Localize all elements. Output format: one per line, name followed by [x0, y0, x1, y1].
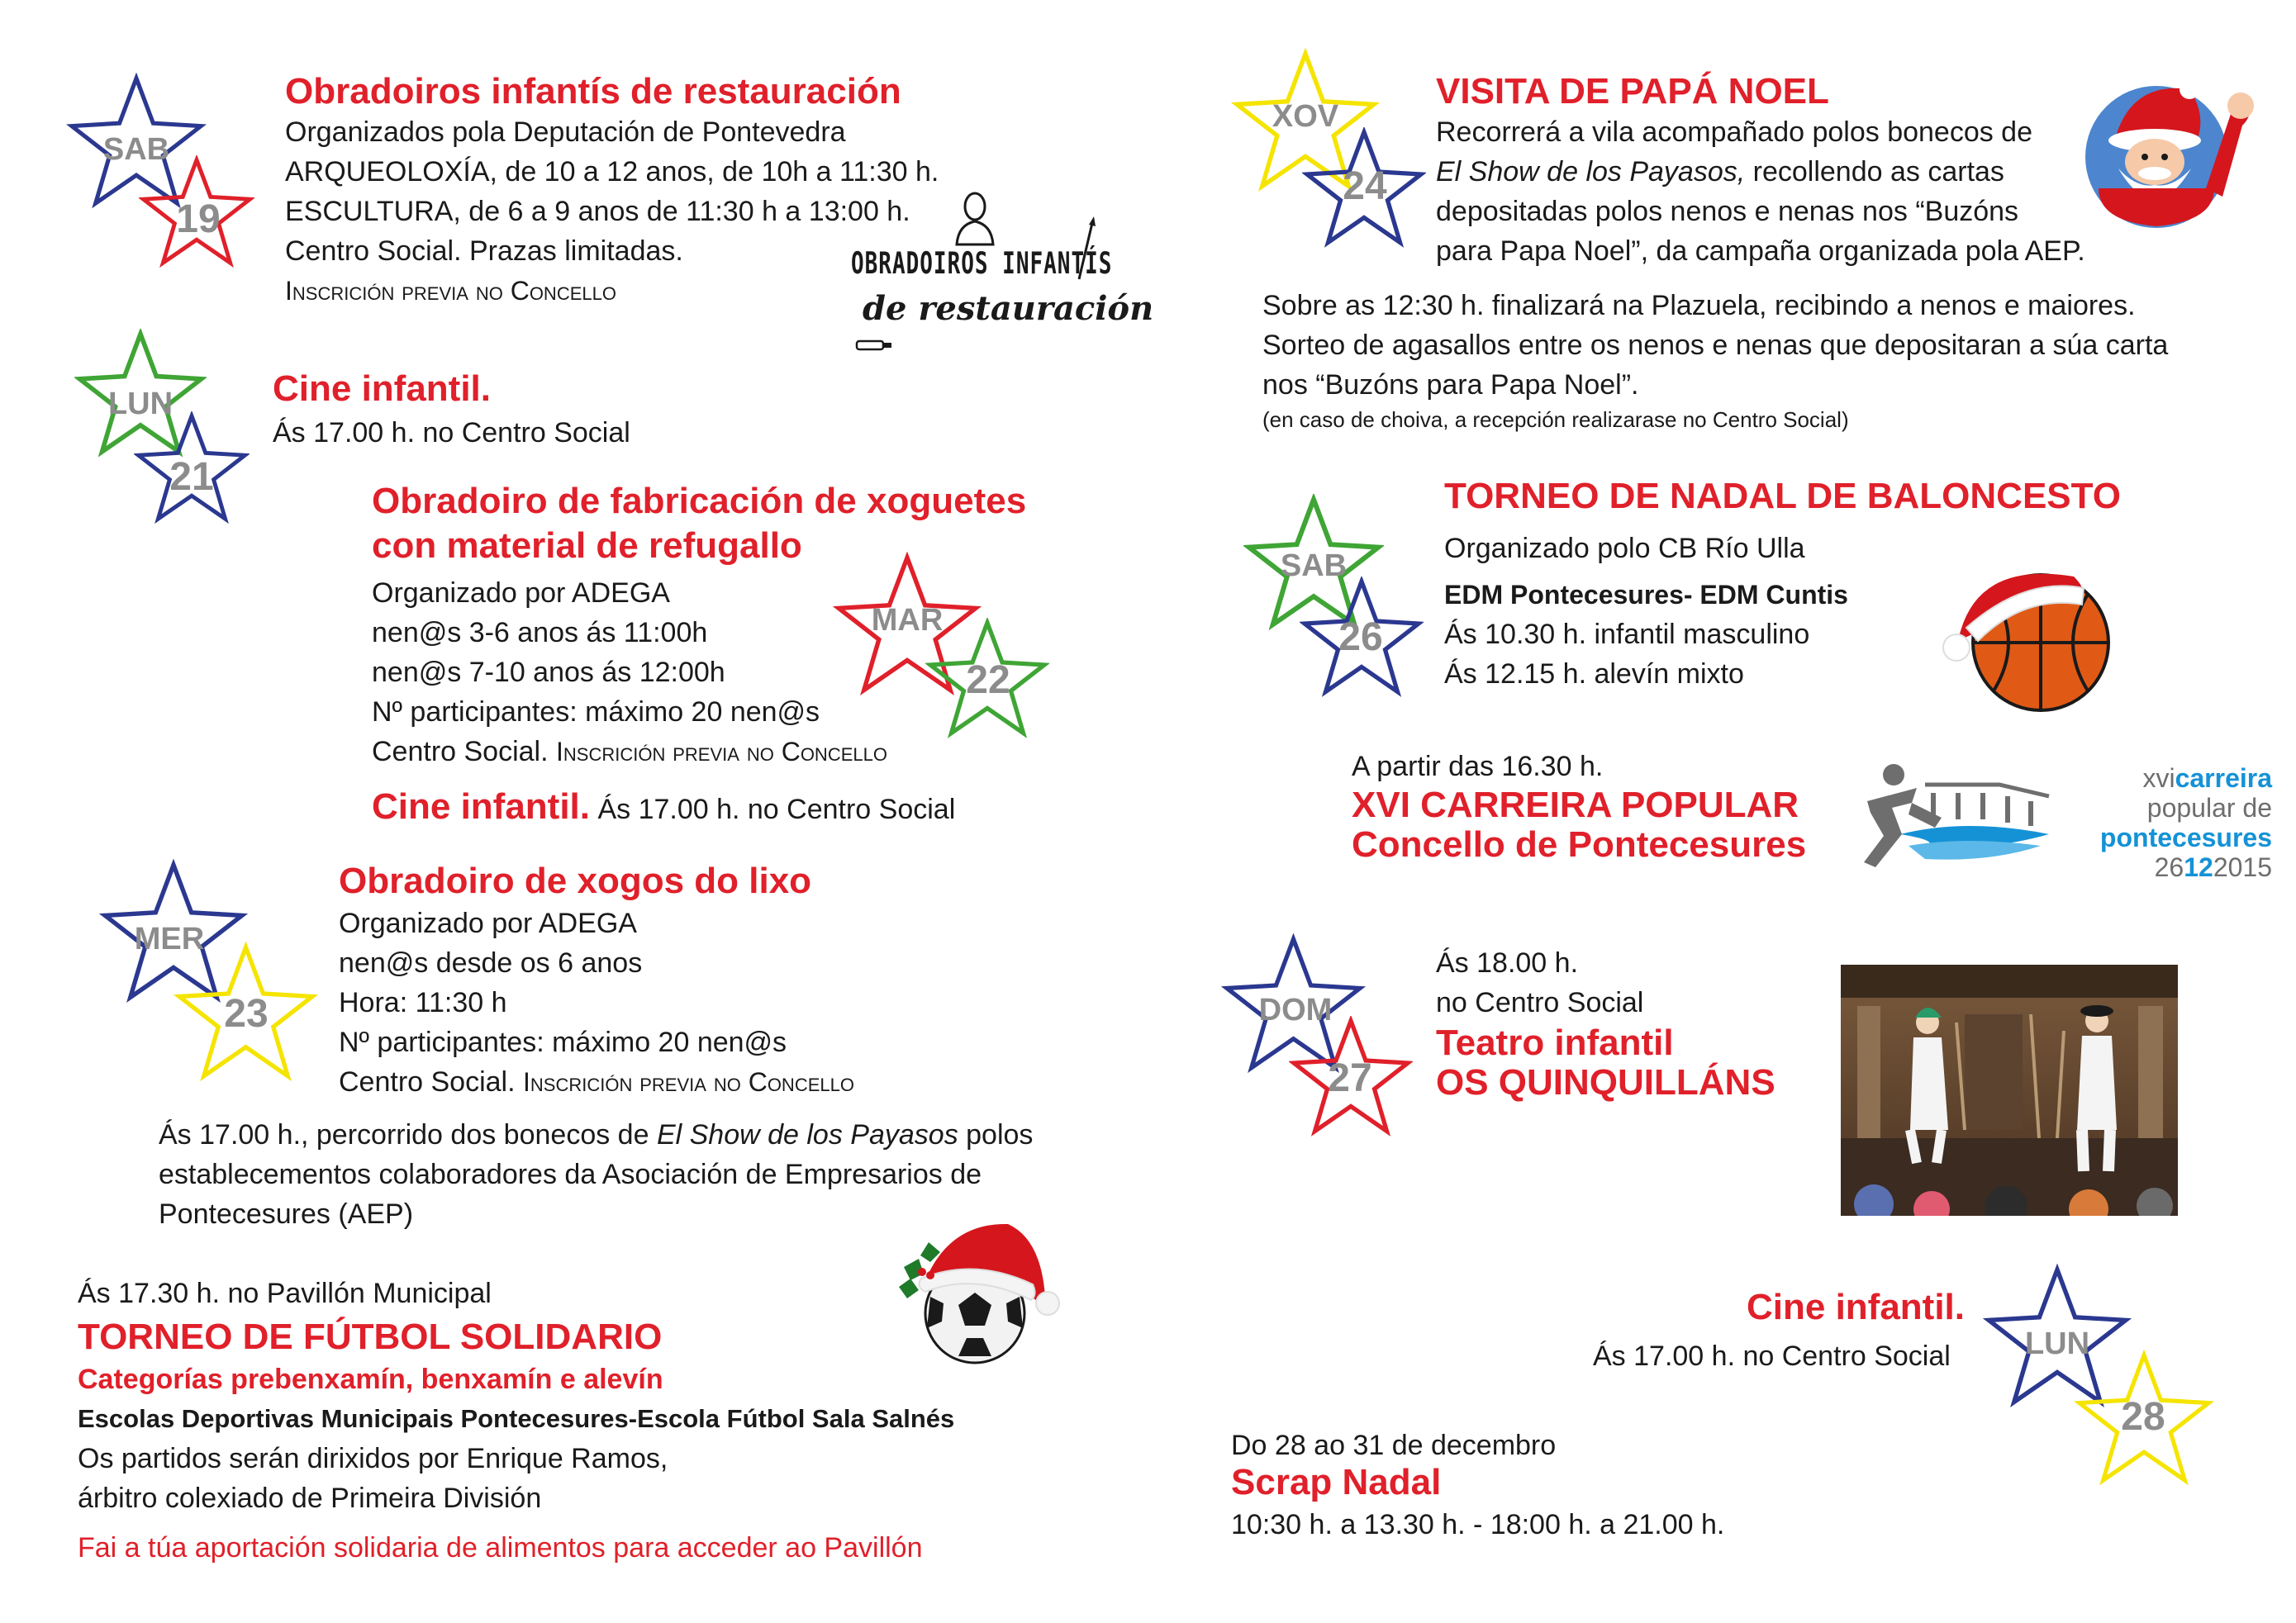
event-line: depositadas polos nenos e nenas nos “Buzóns — [1436, 196, 2019, 227]
date-badge-xov-24 — [1231, 48, 1446, 263]
event-line — [372, 785, 955, 829]
event-title: Teatro infantil — [1436, 1023, 1674, 1063]
event-line — [372, 732, 887, 771]
cine-title: Cine infantil. — [372, 786, 590, 827]
event-title: OS QUINQUILLÁNS — [1436, 1062, 1775, 1103]
tube-icon — [855, 337, 896, 354]
event-title: VISITA DE PAPÁ NOEL — [1436, 71, 1829, 112]
day-label: MAR — [871, 603, 944, 638]
day-number: 27 — [1328, 1056, 1372, 1100]
event-line: 10:30 h. a 13.30 h. - 18:00 h. a 21.00 h. — [1231, 1509, 1725, 1540]
day-number: 23 — [224, 992, 269, 1036]
show-name: El Show de los Payasos — [656, 1119, 958, 1151]
event-line: Do 28 ao 31 de decembro — [1231, 1430, 1557, 1461]
solidarity-note: Fai a túa aportación solidaria de alimentos para acceder ao Pavillón — [78, 1532, 923, 1564]
event-line: Ás 10.30 h. infantil masculino — [1444, 619, 1810, 650]
date-badge-lun-28 — [1983, 1264, 2231, 1495]
event-line: Organizados pola Deputación de Pontevedra — [285, 116, 846, 148]
event-line: Organizado por ADEGA — [339, 908, 637, 939]
event-line: Hora: 11:30 h — [339, 987, 507, 1018]
christmas-football-icon — [876, 1206, 1074, 1371]
logo-line-2: popular de — [2146, 793, 2272, 823]
date-badge-mer-23 — [99, 859, 330, 1090]
event-line: para Papa Noel”, da campaña organizada pola AEP. — [1436, 235, 2085, 267]
date-badge-sab-19 — [66, 73, 264, 287]
cine-text: Ás 17.00 h. no Centro Social — [590, 794, 956, 825]
event-line: Recorrerá a vila acompañado polos bonecos de — [1436, 116, 2033, 148]
day-number: 19 — [176, 197, 221, 241]
event-line: A partir das 16.30 h. — [1352, 751, 1604, 782]
day-label: XOV — [1272, 99, 1339, 134]
day-label: SAB — [1280, 548, 1348, 583]
event-line: nen@s 3-6 anos ás 11:00h — [372, 617, 708, 648]
restauracion-logo — [851, 190, 1154, 363]
event-title: TORNEO DE NADAL DE BALONCESTO — [1444, 476, 2121, 516]
date-badge-dom-27 — [1221, 933, 1436, 1148]
event-line: nen@s desde os 6 anos — [339, 947, 643, 979]
event-line: no Centro Social — [1436, 987, 1644, 1018]
day-label: DOM — [1258, 993, 1333, 1027]
event-line: Nº participantes: máximo 20 nen@s — [339, 1027, 787, 1058]
show-name: El Show de los Payasos, — [1436, 156, 1746, 187]
theatre-photo — [1841, 965, 2178, 1216]
event-title: Cine infantil. — [1747, 1287, 1965, 1327]
event-line: nen@s 7-10 anos ás 12:00h — [372, 657, 725, 688]
registration-note: Inscrición previa no Concello — [523, 1067, 854, 1097]
logo-line-2: de restauración — [863, 289, 1154, 328]
parade-line: Ás 17.00 h., percorrido dos bonecos de El Show de los Payasos polos — [159, 1119, 1034, 1151]
logo-line-1: xvicarreira — [2142, 763, 2272, 793]
day-label: LUN — [107, 387, 174, 421]
event-line — [339, 1062, 854, 1102]
event-title: XVI CARREIRA POPULAR — [1352, 785, 1799, 825]
event-title: con material de refugallo — [372, 525, 802, 566]
event-line: Ás 17.00 h. no Centro Social — [273, 417, 630, 448]
day-number: 26 — [1338, 615, 1383, 659]
logo-line-1: OBRADOIROS INFANTÍS — [851, 247, 1113, 282]
event-title: Cine infantil. — [273, 368, 491, 409]
event-line: Ás 17.30 h. no Pavillón Municipal — [78, 1278, 492, 1309]
logo-line-3: pontecesures — [2099, 823, 2272, 852]
event-line: ESCULTURA, de 6 a 9 anos de 11:30 h a 13:00 h. — [285, 196, 910, 227]
event-line: Organizado polo CB Río Ulla — [1444, 533, 1805, 564]
event-line: Ás 17.00 h. no Centro Social — [1593, 1341, 1951, 1372]
day-number: 24 — [1343, 164, 1387, 208]
date-badge-mar-22 — [833, 552, 1056, 750]
event-line: árbitro colexiado de Primeira División — [78, 1483, 542, 1514]
rain-note: (en caso de choiva, a recepción realizarase no Centro Social) — [1262, 407, 1849, 432]
day-label: LUN — [2024, 1326, 2090, 1361]
event-line: Nº participantes: máximo 20 nen@s — [372, 696, 820, 728]
day-number: 22 — [966, 658, 1010, 702]
event-line: nos “Buzóns para Papa Noel”. — [1262, 369, 1639, 401]
event-line: Ás 18.00 h. — [1436, 947, 1579, 979]
event-line: Centro Social. Prazas limitadas. — [285, 235, 683, 267]
day-number: 28 — [2121, 1395, 2165, 1439]
date-badge-lun-21 — [74, 329, 273, 543]
christmas-basketball-icon — [1933, 543, 2123, 717]
event-line: Organizado por ADEGA — [372, 577, 670, 609]
venue-text: Centro Social. — [372, 736, 556, 767]
event-line: El Show de los Payasos, recollendo as cartas — [1436, 156, 2004, 187]
santa-icon — [2065, 64, 2256, 230]
logo-line-4: 26122015 — [2154, 852, 2272, 882]
event-title: Obradoiro de xogos do lixo — [339, 861, 812, 901]
parade-line: Pontecesures (AEP) — [159, 1198, 414, 1230]
registration-note: Inscrición previa no Concello — [556, 737, 887, 766]
day-label: MER — [134, 922, 205, 956]
venue-text: Centro Social. — [339, 1066, 523, 1098]
event-line: Sorteo de agasallos entre os nenos e nenas que depositaran a súa carta — [1262, 330, 2169, 361]
event-title: Obradoiros infantís de restauración — [285, 71, 901, 112]
event-line: Sobre as 12:30 h. finalizará na Plazuela, recibindo a nenos e maiores. — [1262, 290, 2136, 321]
event-line: Ás 12.15 h. alevín mixto — [1444, 658, 1744, 690]
registration-note: Inscrición previa no Concello — [285, 276, 616, 306]
event-title: TORNEO DE FÚTBOL SOLIDARIO — [78, 1317, 663, 1357]
day-label: SAB — [102, 132, 170, 167]
date-badge-sab-26 — [1243, 494, 1442, 709]
event-line: Os partidos serán dirixidos por Enrique Ramos, — [78, 1443, 668, 1474]
event-subtitle: Categorías prebenxamín, benxamín e alevín — [78, 1364, 663, 1395]
event-title: Concello de Pontecesures — [1352, 824, 1807, 865]
day-number: 21 — [169, 455, 214, 499]
event-line: ARQUEOLOXÍA, de 10 a 12 anos, de 10h a 11:30 h. — [285, 156, 939, 187]
event-title: Obradoiro de fabricación de xoguetes — [372, 481, 1027, 521]
bust-icon — [950, 190, 1000, 248]
runner-icon — [1842, 760, 2057, 876]
event-teams: Escolas Deportivas Municipais Pontecesures-Escola Fútbol Sala Salnés — [78, 1404, 955, 1433]
event-teams: EDM Pontecesures- EDM Cuntis — [1444, 580, 1848, 610]
event-title: Scrap Nadal — [1231, 1462, 1442, 1502]
parade-line: establecementos colaboradores da Asociación de Empresarios de — [159, 1159, 982, 1190]
carreira-logo — [1842, 760, 2272, 884]
